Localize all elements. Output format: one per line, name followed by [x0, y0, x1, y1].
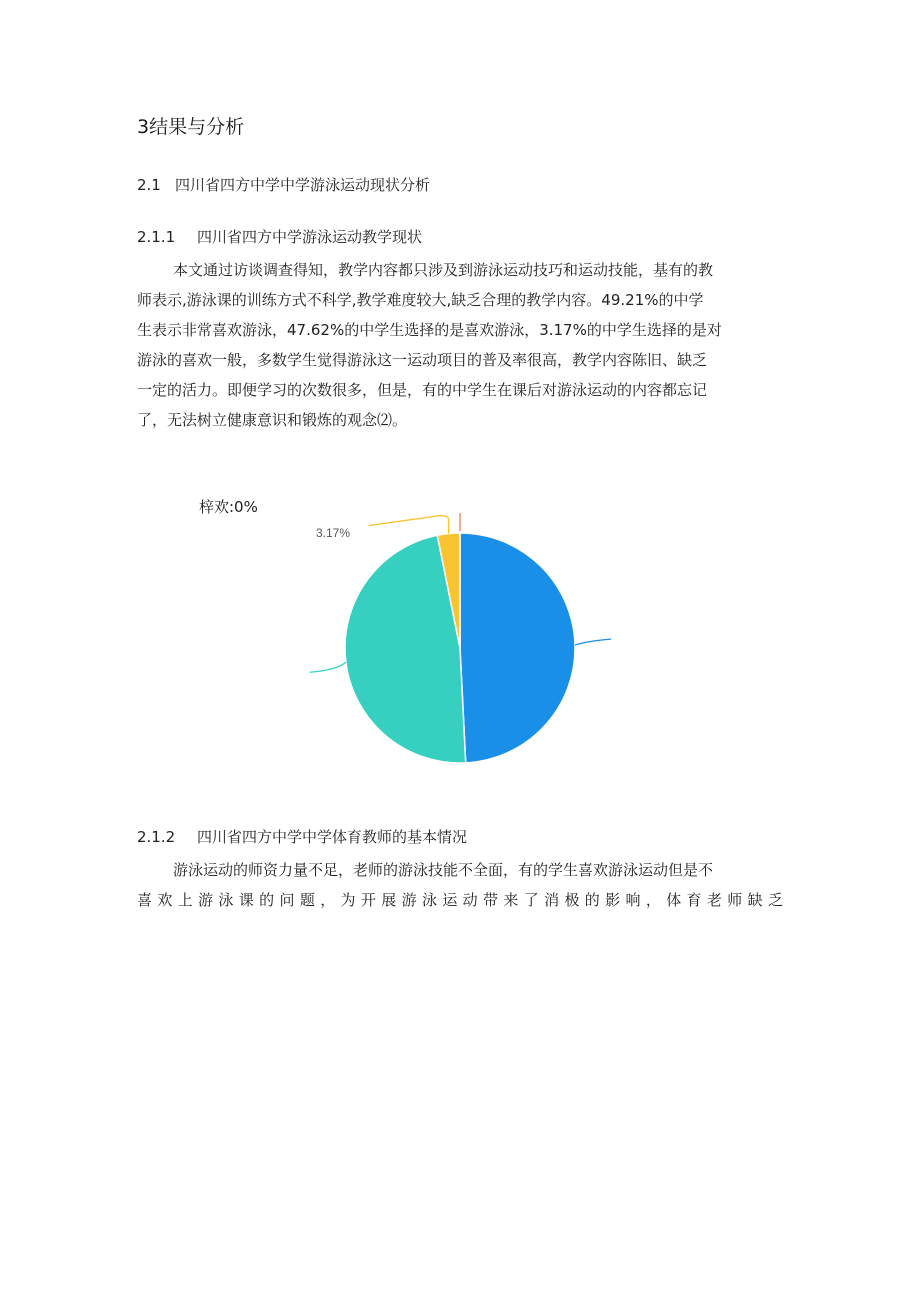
paragraph-line: 了，无法树立健康意识和锻炼的观念⑵。 [137, 411, 408, 429]
pie-leader-line [310, 662, 346, 672]
pie-slices [345, 533, 575, 763]
paragraph-line: 喜欢上游泳课的问题，为开展游泳运动带来了消极的影响，体育老师缺乏 [137, 891, 783, 909]
pie-chart [300, 508, 620, 778]
subsection-2-1-2-title: 四川省四方中学中学体育教师的基本情况 [197, 828, 468, 846]
teacher-status-paragraph [137, 855, 783, 915]
subsection-2-1-1-heading [137, 226, 422, 247]
teaching-status-paragraph [137, 255, 783, 435]
subsection-2-1-1-number: 2.1.1 [137, 228, 176, 246]
subsection-2-1-title: 四川省四方中学中学游泳运动现状分析 [175, 176, 431, 194]
paragraph-line: 游泳运动的师资力量不足，老师的游泳技能不全面，有的学生喜欢游泳运动但是不 [173, 861, 714, 879]
paragraph-line: 师表示,游泳课的训练方式不科学,教学难度较大,缺乏合理的教学内容。49.21%的中学 [137, 291, 704, 309]
subsection-2-1-number: 2.1 [137, 176, 161, 194]
subsection-2-1-2-heading [137, 826, 467, 847]
pie-slice-label-3-17: 3.17% [316, 526, 351, 540]
paragraph-line: 生表示非常喜欢游泳，47.62%的中学生选择的是喜欢游泳，3.17%的中学生选择的是对 [137, 321, 722, 339]
pie-leader-line [575, 639, 611, 645]
paragraph-line: 游泳的喜欢一般，多数学生觉得游泳这一运动项目的普及率很高，教学内容陈旧、缺乏 [137, 351, 708, 369]
subsection-2-1-heading [137, 174, 430, 195]
pie-leader-line [369, 516, 449, 534]
paragraph-line: 一定的活力。即便学习的次数很多，但是，有的中学生在课后对游泳运动的内容都忘记 [137, 381, 708, 399]
subsection-2-1-1-title: 四川省四方中学游泳运动教学现状 [197, 228, 423, 246]
chart-annotation-zero: 梓欢:0% [199, 498, 258, 516]
section-heading: 3结果与分析 [137, 116, 245, 138]
pie-slice [460, 533, 575, 763]
paragraph-line: 本文通过访谈调查得知，教学内容都只涉及到游泳运动技巧和运动技能，基有的教 [173, 261, 714, 279]
subsection-2-1-2-number: 2.1.2 [137, 828, 176, 846]
